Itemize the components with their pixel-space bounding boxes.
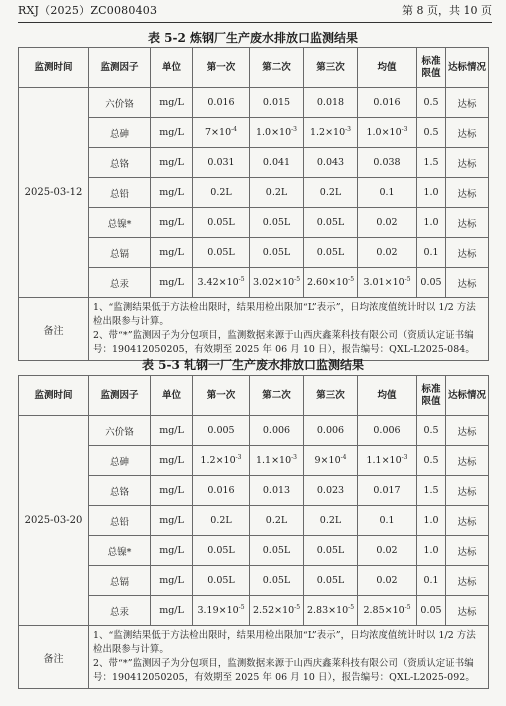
cell-avg: 0.02 — [358, 536, 417, 566]
cell-limit: 1.0 — [417, 506, 446, 536]
cell-limit: 0.5 — [417, 416, 446, 446]
document-number: RXJ（2025）ZC0080403 — [18, 4, 158, 17]
cell-v2: 0.05L — [250, 238, 304, 268]
cell-v2: 0.041 — [250, 148, 304, 178]
cell-avg: 0.02 — [358, 566, 417, 596]
cell-v1: 0.2L — [193, 506, 250, 536]
cell-unit: mg/L — [151, 238, 193, 268]
column-header-second: 第二次 — [250, 376, 304, 416]
cell-status: 达标 — [446, 238, 489, 268]
monitoring-table — [18, 47, 489, 361]
cell-v3: 0.05L — [304, 238, 358, 268]
monitoring-table — [18, 375, 489, 689]
cell-unit: mg/L — [151, 208, 193, 238]
cell-status: 达标 — [446, 178, 489, 208]
cell-v2: 0.2L — [250, 178, 304, 208]
table-row — [19, 506, 489, 536]
cell-v1: 0.016 — [193, 88, 250, 118]
cell-avg: 0.02 — [358, 238, 417, 268]
cell-status: 达标 — [446, 596, 489, 626]
cell-v1: $3.19\times 10^{-5}$ — [193, 596, 250, 626]
cell-avg: $2.85\times 10^{-5}$ — [358, 596, 417, 626]
cell-v2: $1.0\times 10^{-3}$ — [250, 118, 304, 148]
table-row — [19, 416, 489, 446]
cell-v3: 0.2L — [304, 178, 358, 208]
cell-limit: 0.5 — [417, 88, 446, 118]
cell-v1: 0.005 — [193, 416, 250, 446]
cell-unit: mg/L — [151, 506, 193, 536]
cell-avg: 0.1 — [358, 178, 417, 208]
cell-limit: 0.05 — [417, 596, 446, 626]
table-row — [19, 178, 489, 208]
table-title: 表 5-3 轧钢一厂生产废水排放口监测结果 — [141, 358, 365, 372]
cell-limit: 1.5 — [417, 148, 446, 178]
cell-avg: $1.1\times 10^{-3}$ — [358, 446, 417, 476]
cell-factor: 总砷 — [89, 118, 151, 148]
cell-limit: 1.0 — [417, 208, 446, 238]
table-row — [19, 476, 489, 506]
cell-limit: 1.0 — [417, 536, 446, 566]
cell-v2: 0.05L — [250, 208, 304, 238]
cell-v1: 0.05L — [193, 536, 250, 566]
monitoring-date: 2025-03-20 — [19, 416, 89, 626]
column-header-factor: 监测因子 — [89, 48, 151, 88]
notes-text — [89, 298, 489, 361]
cell-v3: 0.05L — [304, 566, 358, 596]
note-line: 1、“监测结果低于方法检出限时，结果用检出限加“L”表示”，日均浓度值统计时以 1/2 方法检出限参与计算。 — [93, 302, 476, 327]
cell-unit: mg/L — [151, 88, 193, 118]
cell-factor: 总铅 — [89, 178, 151, 208]
cell-v3: 0.018 — [304, 88, 358, 118]
table-row — [19, 268, 489, 298]
cell-unit: mg/L — [151, 148, 193, 178]
cell-unit: mg/L — [151, 536, 193, 566]
cell-factor: 总汞 — [89, 596, 151, 626]
cell-factor: 总镍* — [89, 208, 151, 238]
table-row — [19, 208, 489, 238]
cell-v1: 0.031 — [193, 148, 250, 178]
table-row — [19, 446, 489, 476]
table-row — [19, 118, 489, 148]
cell-unit: mg/L — [151, 566, 193, 596]
cell-unit: mg/L — [151, 178, 193, 208]
cell-unit: mg/L — [151, 416, 193, 446]
cell-limit: 0.05 — [417, 268, 446, 298]
cell-limit: 0.1 — [417, 238, 446, 268]
cell-v2: 0.013 — [250, 476, 304, 506]
column-header-third: 第三次 — [304, 376, 358, 416]
column-header-time: 监测时间 — [19, 376, 89, 416]
cell-v1: $3.42\times 10^{-5}$ — [193, 268, 250, 298]
cell-limit: 0.5 — [417, 446, 446, 476]
table-row — [19, 238, 489, 268]
cell-status: 达标 — [446, 118, 489, 148]
cell-factor: 总铅 — [89, 506, 151, 536]
page-header — [18, 0, 492, 23]
cell-v3: 0.05L — [304, 208, 358, 238]
table-row — [19, 566, 489, 596]
page-indicator: 第 8 页，共 10 页 — [402, 4, 492, 17]
cell-status: 达标 — [446, 268, 489, 298]
cell-avg: $1.0\times 10^{-3}$ — [358, 118, 417, 148]
cell-status: 达标 — [446, 446, 489, 476]
cell-factor: 总铬 — [89, 148, 151, 178]
cell-unit: mg/L — [151, 268, 193, 298]
cell-v1: 0.05L — [193, 238, 250, 268]
notes-label: 备注 — [19, 626, 89, 689]
cell-v2: 0.015 — [250, 88, 304, 118]
cell-v2: 0.05L — [250, 566, 304, 596]
table-title: 表 5-2 炼钢厂生产废水排放口监测结果 — [147, 31, 359, 45]
notes-label: 备注 — [19, 298, 89, 361]
cell-avg: $3.01\times 10^{-5}$ — [358, 268, 417, 298]
cell-status: 达标 — [446, 88, 489, 118]
cell-factor: 六价铬 — [89, 416, 151, 446]
cell-avg: 0.006 — [358, 416, 417, 446]
note-line: 2、带“*”监测因子为分包项目，监测数据来源于山西庆鑫莱科技有限公司（资质认定证书编号：190412050205，有效期至 2025 年 06 月 10 日），报告编号：QXL-L2025-084。 — [93, 330, 475, 355]
cell-status: 达标 — [446, 536, 489, 566]
column-header-third: 第三次 — [304, 48, 358, 88]
cell-limit: 1.0 — [417, 178, 446, 208]
monitoring-date: 2025-03-12 — [19, 88, 89, 298]
cell-v2: $2.52\times 10^{-5}$ — [250, 596, 304, 626]
table-row — [19, 88, 489, 118]
cell-v3: 0.023 — [304, 476, 358, 506]
cell-v2: $3.02\times 10^{-5}$ — [250, 268, 304, 298]
column-header-factor: 监测因子 — [89, 376, 151, 416]
note-line: 2、带“*”监测因子为分包项目，监测数据来源于山西庆鑫莱科技有限公司（资质认定证书编号：190412050205，有效期至 2025 年 06 月 10 日），报告编号：QXL-L2025-092。 — [93, 658, 475, 683]
cell-v1: 0.05L — [193, 566, 250, 596]
column-header-status: 达标情况 — [446, 48, 489, 88]
cell-v3: 0.05L — [304, 536, 358, 566]
table-row — [19, 148, 489, 178]
cell-factor: 总铬 — [89, 476, 151, 506]
cell-status: 达标 — [446, 208, 489, 238]
column-header-unit: 单位 — [151, 48, 193, 88]
cell-unit: mg/L — [151, 476, 193, 506]
cell-avg: 0.02 — [358, 208, 417, 238]
column-header-unit: 单位 — [151, 376, 193, 416]
cell-factor: 总汞 — [89, 268, 151, 298]
cell-status: 达标 — [446, 148, 489, 178]
cell-v3: 0.2L — [304, 506, 358, 536]
cell-status: 达标 — [446, 476, 489, 506]
cell-status: 达标 — [446, 506, 489, 536]
cell-v1: 0.016 — [193, 476, 250, 506]
cell-v1: $1.2\times 10^{-3}$ — [193, 446, 250, 476]
cell-v3: $2.83\times 10^{-5}$ — [304, 596, 358, 626]
cell-factor: 总镍* — [89, 536, 151, 566]
cell-factor: 六价铬 — [89, 88, 151, 118]
column-header-average: 均值 — [358, 376, 417, 416]
cell-factor: 总砷 — [89, 446, 151, 476]
cell-status: 达标 — [446, 416, 489, 446]
cell-unit: mg/L — [151, 118, 193, 148]
note-line: 1、“监测结果低于方法检出限时，结果用检出限加“L”表示”，日均浓度值统计时以 1/2 方法检出限参与计算。 — [93, 630, 476, 655]
cell-v1: $7\times 10^{-4}$ — [193, 118, 250, 148]
notes-row — [19, 626, 489, 689]
column-header-limit: 标准限值 — [417, 48, 446, 88]
cell-factor: 总镉 — [89, 566, 151, 596]
table-row — [19, 536, 489, 566]
column-header-first: 第一次 — [193, 376, 250, 416]
cell-v2: 0.006 — [250, 416, 304, 446]
notes-text — [89, 626, 489, 689]
cell-avg: 0.016 — [358, 88, 417, 118]
cell-limit: 0.1 — [417, 566, 446, 596]
cell-limit: 0.5 — [417, 118, 446, 148]
cell-unit: mg/L — [151, 446, 193, 476]
column-header-limit: 标准限值 — [417, 376, 446, 416]
cell-v3: 0.043 — [304, 148, 358, 178]
cell-v3: 0.006 — [304, 416, 358, 446]
column-header-status: 达标情况 — [446, 376, 489, 416]
cell-v3: $2.60\times 10^{-5}$ — [304, 268, 358, 298]
table-row — [19, 596, 489, 626]
cell-v2: 0.2L — [250, 506, 304, 536]
cell-avg: 0.038 — [358, 148, 417, 178]
cell-avg: 0.1 — [358, 506, 417, 536]
cell-v2: $1.1\times 10^{-3}$ — [250, 446, 304, 476]
column-header-average: 均值 — [358, 48, 417, 88]
cell-v1: 0.2L — [193, 178, 250, 208]
cell-unit: mg/L — [151, 596, 193, 626]
cell-v1: 0.05L — [193, 208, 250, 238]
cell-status: 达标 — [446, 566, 489, 596]
column-header-second: 第二次 — [250, 48, 304, 88]
cell-avg: 0.017 — [358, 476, 417, 506]
cell-limit: 1.5 — [417, 476, 446, 506]
column-header-time: 监测时间 — [19, 48, 89, 88]
cell-v3: $1.2\times 10^{-3}$ — [304, 118, 358, 148]
cell-factor: 总镉 — [89, 238, 151, 268]
cell-v2: 0.05L — [250, 536, 304, 566]
cell-v3: $9\times 10^{-4}$ — [304, 446, 358, 476]
notes-row — [19, 298, 489, 361]
column-header-first: 第一次 — [193, 48, 250, 88]
